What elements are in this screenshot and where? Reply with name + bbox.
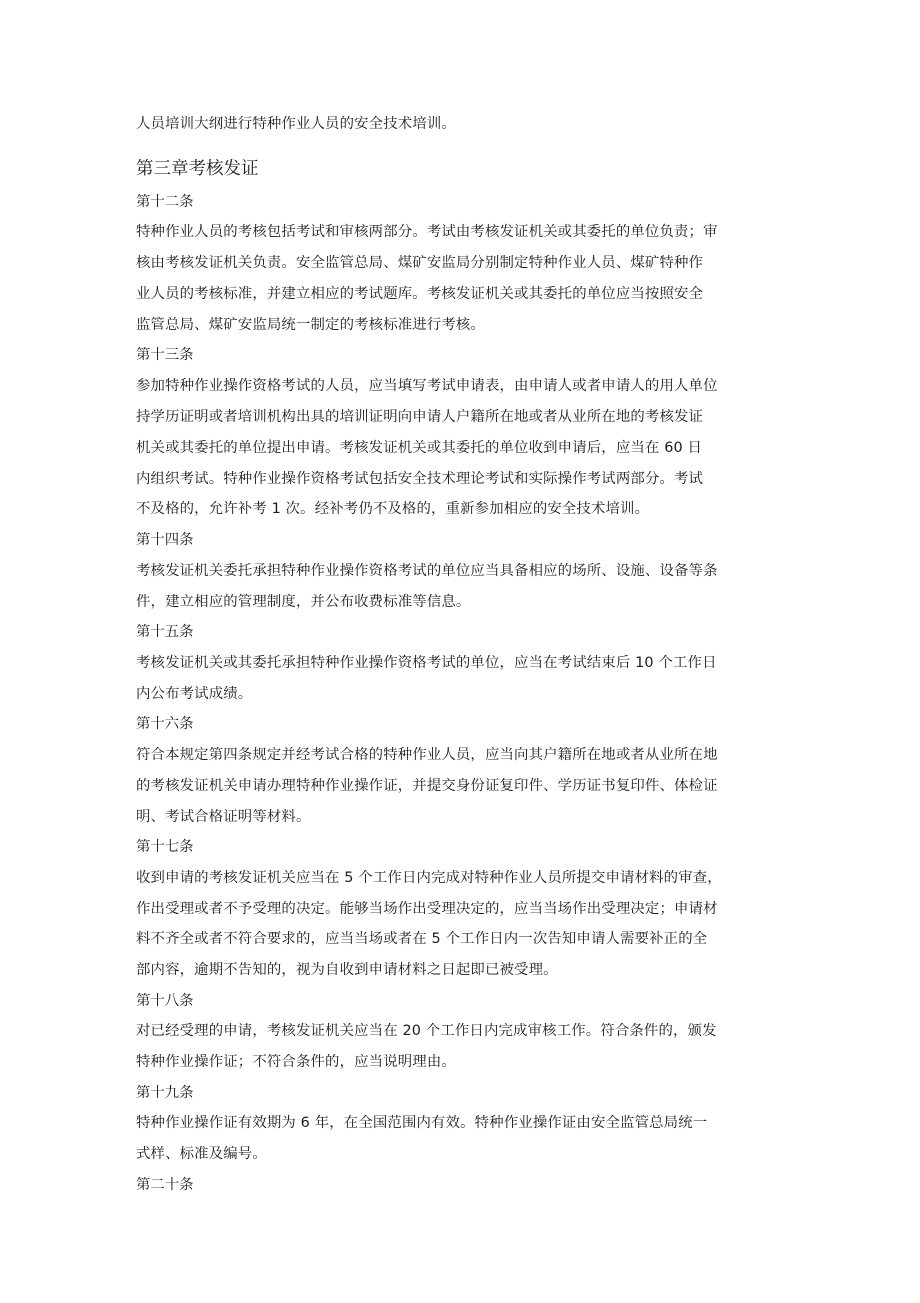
article-text-line: 特种作业操作证有效期为 6 年，在全国范围内有效。特种作业操作证由安全监管总局统一 xyxy=(136,1115,708,1131)
article-text-line: 符合本规定第四条规定并经考试合格的特种作业人员，应当向其户籍所在地或者从业所在地 xyxy=(136,747,718,763)
article-text-line: 内公布考试成绩。 xyxy=(136,686,253,702)
article-title: 第十三条 xyxy=(136,347,194,363)
article-text-line: 的考核发证机关申请办理特种作业操作证，并提交身份证复印件、学历证书复印件、体检证 xyxy=(136,778,718,794)
article-text-line: 收到申请的考核发证机关应当在 5 个工作日内完成对特种作业人员所提交申请材料的审查， xyxy=(136,870,722,886)
article-text-line: 明、考试合格证明等材料。 xyxy=(136,809,311,825)
article-text-line: 参加特种作业操作资格考试的人员，应当填写考试申请表，由申请人或者申请人的用人单位 xyxy=(136,378,718,394)
article-title: 第二十条 xyxy=(136,1177,194,1193)
article-text-line: 部内容，逾期不告知的，视为自收到申请材料之日起即已被受理。 xyxy=(136,962,558,978)
intro-line: 人员培训大纲进行特种作业人员的安全技术培训。 xyxy=(136,116,456,132)
article-text-line: 对已经受理的申请，考核发证机关应当在 20 个工作日内完成审核工作。符合条件的，颁发 xyxy=(136,1023,717,1039)
article-text-line: 式样、标准及编号。 xyxy=(136,1146,267,1162)
article-text-line: 核由考核发证机关负责。安全监管总局、煤矿安监局分别制定特种作业人员、煤矿特种作 xyxy=(136,255,704,271)
article-title: 第十四条 xyxy=(136,532,194,548)
article-text-line: 考核发证机关委托承担特种作业操作资格考试的单位应当具备相应的场所、设施、设备等条 xyxy=(136,563,718,579)
article-title: 第十六条 xyxy=(136,716,194,732)
article-title: 第十八条 xyxy=(136,993,194,1009)
article-text-line: 内组织考试。特种作业操作资格考试包括安全技术理论考试和实际操作考试两部分。考试 xyxy=(136,471,704,487)
article-text-line: 监管总局、煤矿安监局统一制定的考核标准进行考核。 xyxy=(136,317,485,333)
article-text-line: 特种作业操作证；不符合条件的，应当说明理由。 xyxy=(136,1054,456,1070)
article-title: 第十七条 xyxy=(136,839,194,855)
article-text-line: 料不齐全或者不符合要求的，应当当场或者在 5 个工作日内一次告知申请人需要补正的全 xyxy=(136,931,708,947)
article-text-line: 机关或其委托的单位提出申请。考核发证机关或其委托的单位收到申请后，应当在 60 日 xyxy=(136,440,703,456)
article-title: 第十九条 xyxy=(136,1085,194,1101)
article-text-line: 持学历证明或者培训机构出具的培训证明向申请人户籍所在地或者从业所在地的考核发证 xyxy=(136,409,704,425)
article-title: 第十五条 xyxy=(136,624,194,640)
chapter-title: 第三章考核发证 xyxy=(136,159,259,179)
article-text-line: 业人员的考核标准，并建立相应的考试题库。考核发证机关或其委托的单位应当按照安全 xyxy=(136,286,704,302)
article-text-line: 不及格的，允许补考 1 次。经补考仍不及格的，重新参加相应的安全技术培训。 xyxy=(136,501,650,517)
article-text-line: 考核发证机关或其委托承担特种作业操作资格考试的单位，应当在考试结束后 10 个工作日 xyxy=(136,655,717,671)
article-text-line: 作出受理或者不予受理的决定。能够当场作出受理决定的，应当当场作出受理决定；申请材 xyxy=(136,901,718,917)
article-text-line: 特种作业人员的考核包括考试和审核两部分。考试由考核发证机关或其委托的单位负责；审 xyxy=(136,224,718,240)
article-text-line: 件，建立相应的管理制度，并公布收费标准等信息。 xyxy=(136,594,471,610)
article-title: 第十二条 xyxy=(136,194,194,210)
